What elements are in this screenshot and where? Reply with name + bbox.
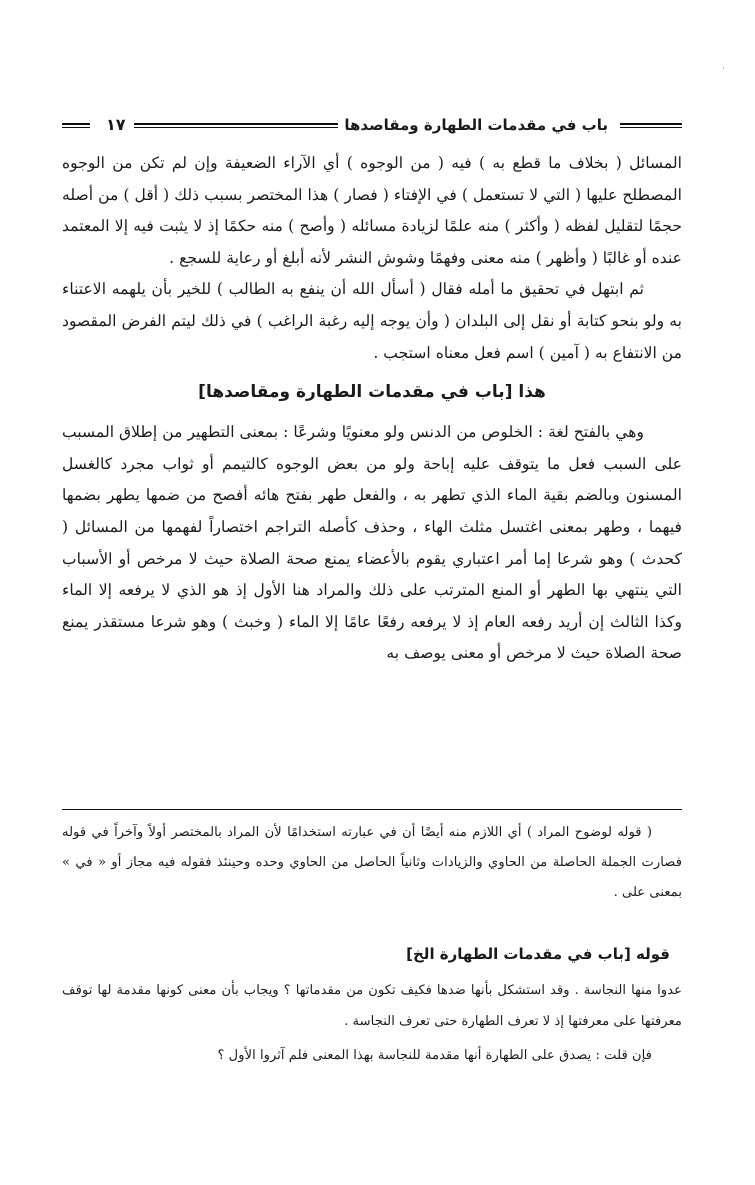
section-heading: هذا [باب في مقدمات الطهارة ومقاصدها] — [198, 382, 546, 403]
commentary-heading: قوله [باب في مقدمات الطهارة الخ] — [406, 945, 670, 963]
main-paragraph-2: ثم ابتهل في تحقيق ما أمله فقال ( أسأل الله أن ينفع به الطالب ) للخير بأن يلهمه الاعتناء به ولو بنحو كتابة أو نقل إلى البلدان ( وأن يوجه إليه رغبة الراغب ) في ذلك ليتم الفرض المقصود من الانتفاع به ( آمين ) اسم فعل معناه استجب . — [62, 280, 682, 362]
main-text — [62, 148, 682, 670]
footnote — [62, 818, 682, 908]
footnote-paragraph: ( قوله لوضوح المراد ) أي اللازم منه أيضًا أن في عبارته استخدامًا لأن المراد بالمختصر أولاً وآخراً في قوله فصارت الجملة الحاصلة من الحاوي والزيادات وثانياً الحاصل من الحاوي وحده وحينئذ فقوله فيه مجاز أو « في » بمعنى على . — [62, 825, 682, 900]
commentary — [62, 940, 682, 1072]
footnote-separator — [62, 809, 682, 810]
main-paragraph-3: وهي بالفتح لغة : الخلوص من الدنس ولو معنويًا وشرعًا : بمعنى التطهير من إطلاق المسبب على السبب فعل ما يتوقف عليه إباحة ولو من بعض الوجوه كالتيمم أو ثواب مجرد كالغسل المسنون وبالضم بقية الماء الذي تطهر به ، والفعل طهر بفتح هائه أفصح من ضمها يطهر بضمها فيهما ، وطهر بمعنى اغتسل مثلث الهاء ، وحذف كأصله التراجم اختصاراً لفهمها من المسائل ( كحدث ) وهو شرعا إما أمر اعتباري يقوم بالأعضاء يمنع صحة الصلاة حيث لا مرخص أو الأسباب التي ينتهي بها الطهر أو المنع المترتب على ذلك والمراد هنا الأول إذ هو الذي لا يرفعه إلا الماء وكذا الثالث إن أريد رفعه العام إذ لا يرفعه رفعًا عامًا إلا الماء ( وخبث ) وهو شرعا مستقذر يمنع صحة الصلاة حيث لا مرخص أو معنى يوصف به — [62, 423, 682, 663]
page-number: ١٧ — [100, 112, 132, 138]
main-paragraph-1: المسائل ( بخلاف ما قطع به ) فيه ( من الوجوه ) أي الآراء الضعيفة وإن لم تكن من الوجوه المصطلح عليها ( التي لا تستعمل ) في الإفتاء ( فصار ) هذا المختصر بسبب ذلك ( أقل ) من أصله حجمًا لتقليل لفظه ( وأكثر ) منه علمًا لزيادة مسائله ( وأصح ) منه حكمًا إذ لا يثبت فيه إلا المعتمد عنده أو غالبًا ( وأظهر ) منه معنى وفهمًا وشوش النشر لأنه أبلغ أو رعاية للسجع . — [62, 154, 682, 267]
margin-mark: ' — [722, 66, 725, 77]
commentary-paragraph-2: فإن قلت : يصدق على الطهارة أنها مقدمة للنجاسة بهذا المعنى فلم آثروا الأول ؟ — [217, 1048, 652, 1063]
header-rule-right — [620, 123, 682, 128]
running-header — [62, 112, 682, 138]
header-rule-left — [62, 123, 90, 128]
commentary-paragraph-1: عدوا منها النجاسة . وقد استشكل بأنها ضدها فكيف تكون من مقدماتها ؟ ويجاب بأن معنى كونها مقدمة لها توقف معرفتها على معرفتها إذ لا تعرف الطهارة حتى تعرف النجاسة . — [62, 983, 682, 1029]
running-title: باب في مقدمات الطهارة ومقاصدها — [338, 112, 614, 138]
